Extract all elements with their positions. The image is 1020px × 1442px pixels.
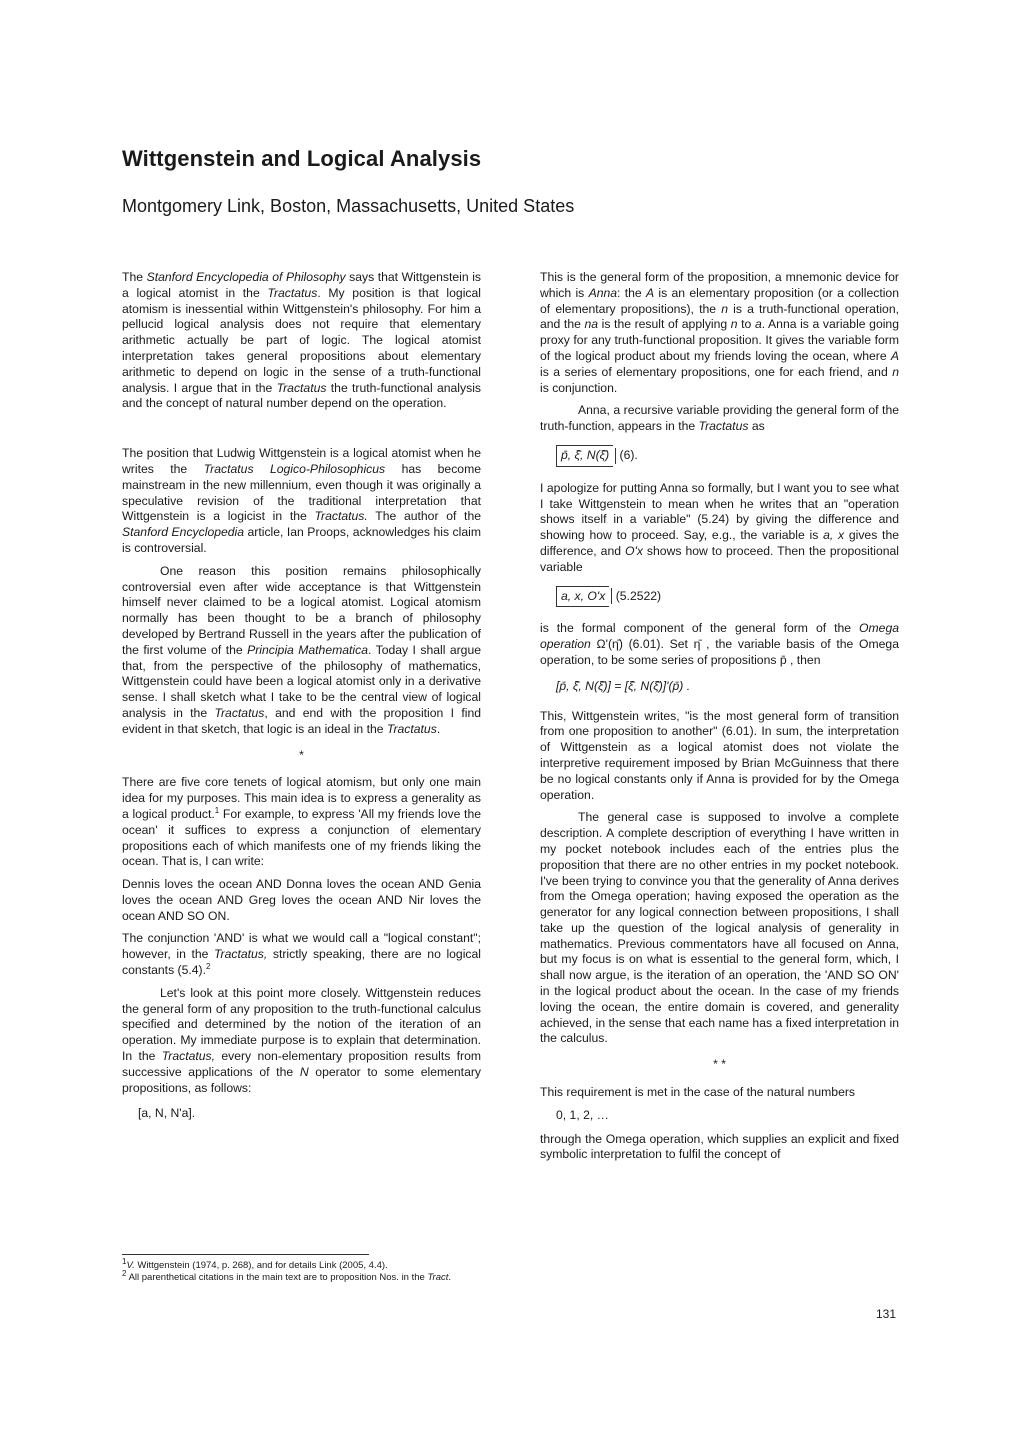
italic-text: Stanford Encyclopedia: [122, 525, 245, 540]
italic-text: A: [645, 285, 655, 300]
text: is a series of elementary propositions, one for each friend, and: [540, 364, 893, 379]
text: every non-elementary proposition results from successive applications of the: [122, 1049, 481, 1079]
italic-text: n: [892, 364, 899, 379]
paragraph: [540, 481, 899, 576]
text: For example, to express 'All my friends love the ocean' it suffices to express a conjunction of elementary propositions each of which manifests one of my friends liking the ocean. That is, I can write:: [122, 806, 481, 869]
footnote-ref[interactable]: 2: [206, 962, 211, 972]
text: the truth-functional analysis and the concept of natural number depend on the operation.: [122, 380, 481, 411]
text: This, Wittgenstein writes, "is the most general form of transition from one proposition to another" (6.01). In sum, the interpretation of Wittgenstein as a logical atomist does not violate the interpretive requirement imposed by Brian McGuinness that there be no logical constants only if Anna is provided for by the Omega operation.: [540, 708, 899, 802]
text: This requirement is met in the case of the natural numbers: [540, 1085, 855, 1100]
footnote-number: 1: [122, 1256, 127, 1266]
italic-text: n: [721, 301, 728, 316]
text: to: [737, 317, 755, 332]
italic-text: V.: [126, 1260, 135, 1271]
footnote-1: [122, 1256, 502, 1272]
formula-reference: (6).: [619, 447, 638, 462]
formula-expression: a, x, O'x: [556, 586, 609, 608]
bracket-close: [609, 588, 612, 604]
formula-general-form: [a, N, N'a].: [138, 1106, 196, 1121]
italic-text: Tractatus: [214, 705, 265, 720]
text: shows how to proceed. Then the propositional variable: [540, 543, 899, 574]
footnote-ref[interactable]: 1: [214, 805, 220, 815]
formula-expression: p̄, ξ̄, N(ξ̄): [556, 445, 613, 467]
italic-text: N: [299, 1064, 309, 1079]
text: , and end with the proposition I find evident in that sketch, that logic is an ideal in the: [122, 705, 481, 736]
italic-text: a, x: [823, 528, 845, 543]
italic-text: Tractatus,: [213, 947, 268, 962]
text: is a truth-functional operation, and the: [540, 301, 899, 332]
text: . My position is that logical atomism is inessential within Wittgenstein's philosophy. For him a pellucid logical analysis does not require that elementary arithmetic actually be part of logic. The logical atomist interpretation takes general propositions about elementary arithmetic to depend on logic in the sense of a truth-functional analysis. I argue that in the: [122, 285, 481, 395]
paragraph: [540, 621, 899, 668]
formula-omega: [p̄, ξ̄, N(ξ̄)] = [ξ̄, N(ξ̄)]'(p̄) .: [556, 678, 691, 693]
text: through the Omega operation, which supplies an explicit and fixed symbolic interpretation to fulfil the concept of: [540, 1131, 899, 1162]
text: is the formal component of the general form of the: [540, 621, 860, 636]
abstract: [122, 270, 481, 412]
left-column: [122, 270, 481, 1136]
text: : the: [617, 285, 646, 300]
block-quote: Dennis loves the ocean AND Donna loves the ocean AND Genia loves the ocean AND Greg loves the ocean AND Nir loves the ocean AND SO ON.: [122, 877, 481, 923]
text: says that Wittgenstein is a logical atomist in the: [122, 270, 482, 300]
text: Wittgenstein (1974, p. 268), and for details Link (2005, 4.4).: [134, 1260, 388, 1271]
number-sequence: 0, 1, 2, …: [556, 1107, 609, 1122]
text: The general case is supposed to involve a complete description. A complete description of everything I have written in my pocket notebook includes each of the entries plus the proposition that there are no other entries in my pocket notebook. I've been trying to convince you that the generality of Anna derives from the Omega operation; having exposed the operation as the generator for any logical connection between propositions, I shall take up the question of the logical analysis of generality in mathematics. Previous commentators have all focused on Anna, but my focus is on what is essential to the general form, which, I shall now argue, is the iteration of an operation, the 'AND SO ON' in the logical product about the ocean. In the case of my friends loving the ocean, the entire domain is covered, and generality achieved, in the sense that each name has a fixed interpretation in the calculus.: [540, 810, 899, 1046]
italic-text: O'x: [625, 543, 643, 558]
page-number: 131: [876, 1307, 897, 1321]
text: All parenthetical citations in the main text are to proposition Nos. in the: [126, 1272, 428, 1283]
text: has become mainstream in the new millennium, even though it was originally a speculative revision of the traditional interpretation that Wittgenstein is a logicist in the: [122, 461, 482, 524]
paragraph: [540, 810, 899, 1047]
formula-anna: [556, 445, 899, 467]
footnote-number: 2: [122, 1268, 127, 1278]
text: The position that Ludwig Wittgenstein is a logical atomist when he writes the: [122, 446, 481, 476]
italic-text: Tractatus.: [314, 509, 368, 524]
text: The conjunction 'AND' is what we would call a "logical constant"; however, in the: [122, 931, 481, 962]
text: gives the difference, and: [540, 528, 899, 558]
paragraph: [122, 446, 481, 557]
text: Ω'(η̄) (6.01). Set η̄ , the variable basis of the Omega operation, to be some series of propositions p̄ , then: [540, 637, 899, 667]
text: .: [436, 721, 441, 736]
text: I apologize for putting Anna so formally, but I want you to see what I take Wittgenstein to mean when he writes that an "operation shows itself in a variable" (5.24) by giving the difference and showing how to proceed. Say, e.g., the variable is: [540, 480, 899, 543]
paragraph: [122, 775, 481, 870]
italic-text: Tractatus: [276, 380, 327, 395]
paragraph: [122, 931, 481, 978]
text: . Anna is a variable going proxy for any truth-functional proposition. It gives the variable form of the logical product about my friends loving the ocean, where: [540, 317, 899, 363]
text: There are five core tenets of logical atomism, but only one main idea for my purposes. This main idea is to express a generality as a logical product.: [122, 775, 481, 821]
formula-reference: (5.2522): [615, 588, 662, 603]
italic-text: Principia Mathematica: [247, 642, 369, 657]
italic-text: Anna: [588, 285, 618, 300]
italic-text: Tractatus Logico-Philosophicus: [203, 461, 386, 476]
text: article, Ian Proops, acknowledges his claim is controversial.: [122, 525, 481, 555]
text: . Today I shall argue that, from the perspective of the philosophy of mathematics, Wittgenstein could have been a logical atomist only in a derivative sense. I shall sketch what I take to be the central view of logical analysis in the: [122, 642, 481, 720]
italic-text: Tractatus,: [161, 1049, 216, 1064]
text: .: [448, 1272, 452, 1283]
paragraph: [540, 270, 899, 396]
right-column: [540, 270, 899, 1170]
paragraph: [540, 1085, 899, 1101]
text: This is the general form of the proposition, a mnemonic device for which is: [540, 270, 899, 300]
footnotes: [122, 1256, 502, 1284]
italic-text: Tractatus: [698, 419, 749, 434]
italic-text: Tractatus: [386, 721, 437, 736]
text: The: [122, 270, 147, 284]
text: Let's look at this point more closely. Wittgenstein reduces the general form of any proposition to the truth-functional calculus specified and determined by the notion of the iteration of an operation. My immediate purpose is to explain that determination. In the: [122, 985, 481, 1064]
text: as: [748, 419, 765, 434]
formula-propositional-variable: [556, 586, 899, 608]
author-line: Montgomery Link, Boston, Massachusetts, United States: [122, 196, 575, 216]
text: is conjunction.: [540, 380, 618, 395]
text: The author of the: [367, 509, 482, 524]
italic-text: Stanford Encyclopedia of Philosophy: [146, 270, 346, 284]
bracket-close: [613, 448, 616, 464]
footnote-2: [122, 1268, 502, 1284]
page-title: Wittgenstein and Logical Analysis: [122, 146, 482, 171]
italic-text: Tract: [427, 1272, 449, 1283]
italic-text: a: [754, 317, 762, 332]
italic-text: A: [890, 348, 899, 363]
paragraph: [122, 564, 481, 738]
text: operator to some elementary propositions, as follows:: [122, 1064, 481, 1095]
italic-text: Tractatus: [267, 285, 318, 300]
text: strictly speaking, there are no logical constants (5.4).: [122, 947, 481, 978]
paragraph: [540, 403, 899, 435]
section-break: * *: [713, 1057, 726, 1072]
text: Anna, a recursive variable providing the general form of the truth-function, appears in the: [540, 403, 899, 434]
paragraph: [540, 1132, 899, 1164]
italic-text: na: [584, 317, 599, 332]
text: One reason this position remains philosophically controversial even after wide acceptance is that Wittgenstein himself never claimed to be a logical atomist. Logical atomism normally has been thought to be a branch of philosophy developed by Bertrand Russell in the years after the publication of the first volume of the: [122, 563, 481, 657]
footnote-divider: [122, 1254, 369, 1255]
italic-text: Omega operation: [540, 621, 899, 652]
text: is an elementary proposition (or a collection of elementary propositions), the: [540, 285, 899, 316]
paragraph: [540, 709, 899, 804]
text: is the result of applying: [598, 317, 731, 332]
section-break: *: [299, 747, 304, 762]
paragraph: [122, 986, 481, 1097]
italic-text: n: [730, 317, 738, 332]
